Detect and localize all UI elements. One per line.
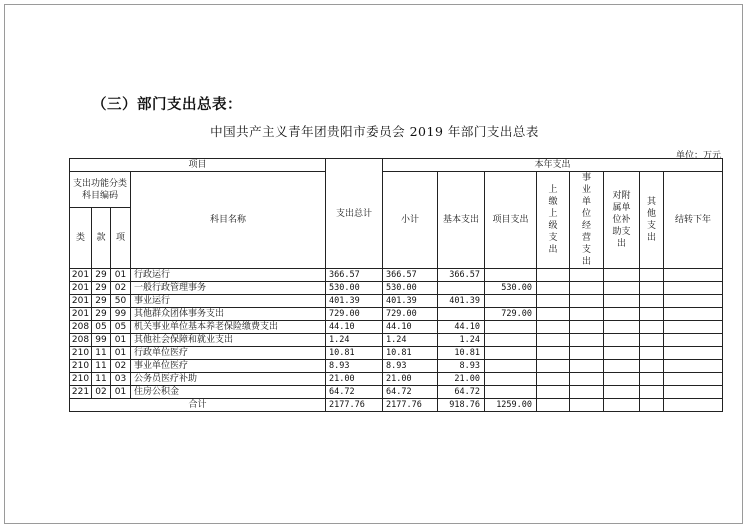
header-other: 其他支出 <box>640 172 664 269</box>
header-business: 事业单位经营支出 <box>570 172 604 269</box>
header-basic: 基本支出 <box>438 172 485 269</box>
unit-label: 单位：万元 <box>675 151 721 161</box>
cell-empty <box>604 269 640 282</box>
cell-subtotal: 729.00 <box>383 308 438 321</box>
header-lei: 类 <box>70 208 92 269</box>
cell-project <box>485 373 537 386</box>
cell-empty <box>640 321 664 334</box>
header-carry: 结转下年 <box>664 172 723 269</box>
cell-lei: 210 <box>70 373 92 386</box>
cell-project: 530.00 <box>485 282 537 295</box>
cell-kuan: 11 <box>92 373 111 386</box>
cell-project <box>485 321 537 334</box>
table-row <box>70 308 723 321</box>
cell-kuan: 11 <box>92 347 111 360</box>
cell-basic: 8.93 <box>438 360 485 373</box>
header-row-2 <box>70 172 723 208</box>
cell-lei: 210 <box>70 360 92 373</box>
cell-empty <box>537 334 570 347</box>
cell-empty <box>537 269 570 282</box>
cell-lei: 208 <box>70 321 92 334</box>
cell-name: 事业单位医疗 <box>131 360 326 373</box>
cell-total: 366.57 <box>326 269 383 282</box>
cell-name: 其他社会保障和就业支出 <box>131 334 326 347</box>
header-project-exp: 项目支出 <box>485 172 537 269</box>
cell-empty <box>537 282 570 295</box>
header-kuan: 款 <box>92 208 111 269</box>
cell-basic: 64.72 <box>438 386 485 399</box>
cell-kuan: 29 <box>92 308 111 321</box>
cell-subtotal: 21.00 <box>383 373 438 386</box>
cell-empty <box>640 347 664 360</box>
cell-project <box>485 334 537 347</box>
cell-xiang: 01 <box>111 269 131 282</box>
cell-empty <box>664 282 723 295</box>
cell-name: 行政单位医疗 <box>131 347 326 360</box>
cell-empty <box>570 373 604 386</box>
cell-empty <box>537 308 570 321</box>
cell-empty <box>640 295 664 308</box>
cell-total: 401.39 <box>326 295 383 308</box>
cell-total: 64.72 <box>326 386 383 399</box>
cell-empty <box>570 347 604 360</box>
cell-project <box>485 360 537 373</box>
cell-lei: 201 <box>70 269 92 282</box>
header-total: 支出总计 <box>326 159 383 269</box>
total-other <box>640 399 664 412</box>
cell-kuan: 99 <box>92 334 111 347</box>
cell-empty <box>640 282 664 295</box>
header-func-class: 支出功能分类科目编码 <box>70 172 131 208</box>
cell-total: 530.00 <box>326 282 383 295</box>
cell-empty <box>570 308 604 321</box>
cell-empty <box>664 321 723 334</box>
cell-empty <box>664 269 723 282</box>
cell-project <box>485 295 537 308</box>
cell-lei: 221 <box>70 386 92 399</box>
cell-kuan: 11 <box>92 360 111 373</box>
total-basic: 918.76 <box>438 399 485 412</box>
cell-name: 住房公积金 <box>131 386 326 399</box>
section-heading: （三）部门支出总表： <box>92 97 242 113</box>
cell-basic <box>438 308 485 321</box>
cell-subtotal: 44.10 <box>383 321 438 334</box>
cell-lei: 201 <box>70 282 92 295</box>
cell-empty <box>640 269 664 282</box>
cell-empty <box>570 282 604 295</box>
cell-empty <box>604 347 640 360</box>
cell-name: 事业运行 <box>131 295 326 308</box>
cell-empty <box>640 386 664 399</box>
cell-xiang: 01 <box>111 386 131 399</box>
cell-kuan: 29 <box>92 269 111 282</box>
cell-project <box>485 347 537 360</box>
cell-name: 一般行政管理事务 <box>131 282 326 295</box>
cell-total: 8.93 <box>326 360 383 373</box>
cell-empty <box>664 373 723 386</box>
cell-empty <box>570 386 604 399</box>
cell-kuan: 05 <box>92 321 111 334</box>
cell-empty <box>640 373 664 386</box>
cell-total: 44.10 <box>326 321 383 334</box>
cell-xiang: 01 <box>111 347 131 360</box>
cell-empty <box>537 386 570 399</box>
header-xiang: 项 <box>111 208 131 269</box>
cell-empty <box>664 295 723 308</box>
cell-total: 729.00 <box>326 308 383 321</box>
cell-subtotal: 401.39 <box>383 295 438 308</box>
cell-name: 行政运行 <box>131 269 326 282</box>
cell-empty <box>570 269 604 282</box>
cell-total: 21.00 <box>326 373 383 386</box>
cell-lei: 208 <box>70 334 92 347</box>
cell-empty <box>664 386 723 399</box>
cell-kuan: 29 <box>92 282 111 295</box>
header-upper-subsidy: 上缴上级支出 <box>537 172 570 269</box>
total-subtotal: 2177.76 <box>383 399 438 412</box>
cell-empty <box>537 360 570 373</box>
total-business <box>570 399 604 412</box>
cell-empty <box>604 334 640 347</box>
cell-empty <box>570 334 604 347</box>
cell-empty <box>604 308 640 321</box>
cell-basic: 401.39 <box>438 295 485 308</box>
cell-basic: 44.10 <box>438 321 485 334</box>
cell-empty <box>570 360 604 373</box>
cell-xiang: 03 <box>111 373 131 386</box>
cell-empty <box>664 308 723 321</box>
cell-lei: 201 <box>70 308 92 321</box>
table-row <box>70 373 723 386</box>
header-current-year: 本年支出 <box>383 159 723 172</box>
cell-xiang: 02 <box>111 360 131 373</box>
cell-kuan: 29 <box>92 295 111 308</box>
table-row <box>70 386 723 399</box>
cell-basic: 366.57 <box>438 269 485 282</box>
table-row <box>70 347 723 360</box>
cell-basic: 21.00 <box>438 373 485 386</box>
total-label: 合计 <box>70 399 326 412</box>
total-carry <box>664 399 723 412</box>
table-row <box>70 295 723 308</box>
cell-subtotal: 530.00 <box>383 282 438 295</box>
cell-empty <box>640 360 664 373</box>
cell-subtotal: 10.81 <box>383 347 438 360</box>
header-project: 项目 <box>70 159 326 172</box>
cell-xiang: 99 <box>111 308 131 321</box>
total-total: 2177.76 <box>326 399 383 412</box>
table-row <box>70 360 723 373</box>
header-subtotal: 小计 <box>383 172 438 269</box>
cell-name: 公务员医疗补助 <box>131 373 326 386</box>
cell-empty <box>640 308 664 321</box>
cell-subtotal: 64.72 <box>383 386 438 399</box>
cell-basic: 10.81 <box>438 347 485 360</box>
cell-lei: 201 <box>70 295 92 308</box>
cell-name: 机关事业单位基本养老保险缴费支出 <box>131 321 326 334</box>
cell-empty <box>604 360 640 373</box>
cell-project: 729.00 <box>485 308 537 321</box>
cell-basic: 1.24 <box>438 334 485 347</box>
cell-xiang: 02 <box>111 282 131 295</box>
table-row <box>70 269 723 282</box>
cell-total: 10.81 <box>326 347 383 360</box>
cell-empty <box>664 347 723 360</box>
cell-empty <box>640 334 664 347</box>
table-row <box>70 282 723 295</box>
cell-project <box>485 269 537 282</box>
cell-subtotal: 1.24 <box>383 334 438 347</box>
cell-subtotal: 8.93 <box>383 360 438 373</box>
cell-empty <box>604 386 640 399</box>
header-row-1 <box>70 159 723 172</box>
cell-name: 其他群众团体事务支出 <box>131 308 326 321</box>
cell-total: 1.24 <box>326 334 383 347</box>
cell-xiang: 05 <box>111 321 131 334</box>
cell-empty <box>664 334 723 347</box>
cell-project <box>485 386 537 399</box>
table-row <box>70 334 723 347</box>
cell-empty <box>604 295 640 308</box>
cell-kuan: 02 <box>92 386 111 399</box>
header-subject-name: 科目名称 <box>131 172 326 269</box>
cell-xiang: 50 <box>111 295 131 308</box>
cell-empty <box>537 373 570 386</box>
cell-subtotal: 366.57 <box>383 269 438 282</box>
cell-empty <box>604 282 640 295</box>
cell-lei: 210 <box>70 347 92 360</box>
total-project: 1259.00 <box>485 399 537 412</box>
cell-empty <box>537 321 570 334</box>
cell-empty <box>664 360 723 373</box>
cell-empty <box>570 321 604 334</box>
total-subordinate <box>604 399 640 412</box>
cell-empty <box>537 295 570 308</box>
table-title: 中国共产主义青年团贵阳市委员会 2019 年部门支出总表 <box>210 124 539 139</box>
cell-empty <box>537 347 570 360</box>
cell-xiang: 01 <box>111 334 131 347</box>
table-row <box>70 321 723 334</box>
total-upper <box>537 399 570 412</box>
expenditure-table <box>69 158 723 412</box>
total-row <box>70 399 723 412</box>
cell-empty <box>604 321 640 334</box>
cell-empty <box>604 373 640 386</box>
header-subordinate: 对附属单位补助支出 <box>604 172 640 269</box>
cell-basic <box>438 282 485 295</box>
cell-empty <box>570 295 604 308</box>
